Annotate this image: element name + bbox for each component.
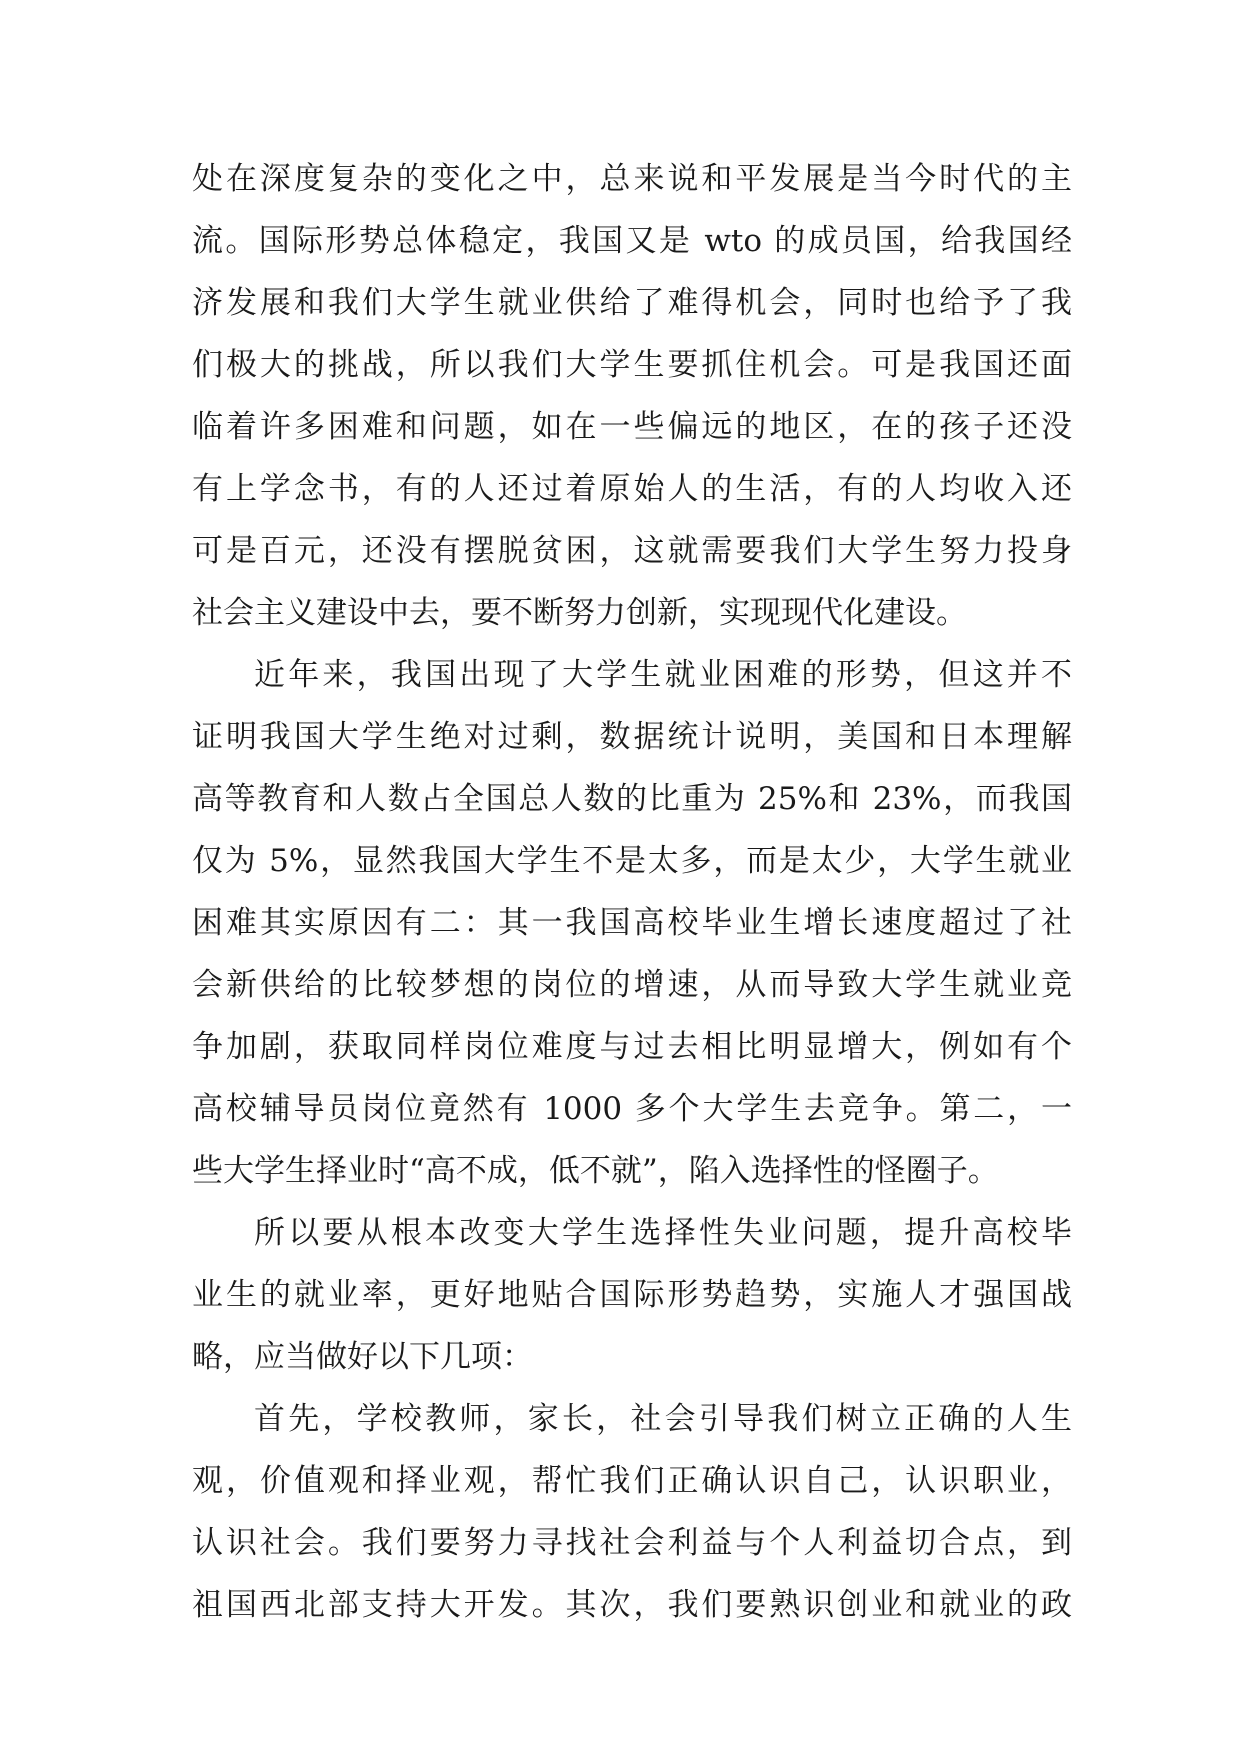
- text-line: 观，价值观和择业观，帮忙我们正确认识自己，认识职业，: [192, 1463, 1072, 1499]
- text-line: 高校辅导员岗位竟然有 1000 多个大学生去竞争。第二，一: [192, 1091, 1072, 1127]
- text-line: 仅为 5%，显然我国大学生不是太多，而是太少，大学生就业: [192, 843, 1072, 879]
- text-line: 处在深度复杂的变化之中，总来说和平发展是当今时代的主: [192, 161, 1072, 197]
- text-line: 流。国际形势总体稳定，我国又是 wto 的成员国，给我国经: [192, 223, 1072, 259]
- text-line: 略，应当做好以下几项：: [192, 1339, 533, 1375]
- text-line: 所以要从根本改变大学生选择性失业问题，提升高校毕: [254, 1215, 1072, 1251]
- text-line: 些大学生择业时“高不成，低不就”，陷入选择性的怪圈子。: [192, 1153, 999, 1189]
- text-line: 临着许多困难和问题，如在一些偏远的地区，在的孩子还没: [192, 409, 1072, 445]
- document-body: [192, 148, 1072, 1636]
- text-line: 认识社会。我们要努力寻找社会利益与个人利益切合点，到: [192, 1525, 1072, 1561]
- paragraph-4: [192, 1388, 1072, 1636]
- text-line: 高等教育和人数占全国总人数的比重为 25%和 23%，而我国: [192, 781, 1072, 817]
- text-line: 会新供给的比较梦想的岗位的增速，从而导致大学生就业竞: [192, 967, 1072, 1003]
- text-line: 证明我国大学生绝对过剩，数据统计说明，美国和日本理解: [192, 719, 1072, 755]
- paragraph-3: [192, 1202, 1072, 1388]
- text-line: 社会主义建设中去，要不断努力创新，实现现代化建设。: [192, 595, 967, 631]
- text-line: 可是百元，还没有摆脱贫困，这就需要我们大学生努力投身: [192, 533, 1072, 569]
- text-line: 们极大的挑战，所以我们大学生要抓住机会。可是我国还面: [192, 347, 1072, 383]
- paragraph-1: [192, 148, 1072, 644]
- text-line: 祖国西北部支持大开发。其次，我们要熟识创业和就业的政: [192, 1587, 1072, 1623]
- text-line: 业生的就业率，更好地贴合国际形势趋势，实施人才强国战: [192, 1277, 1072, 1313]
- text-line: 济发展和我们大学生就业供给了难得机会，同时也给予了我: [192, 285, 1072, 321]
- text-line: 近年来，我国出现了大学生就业困难的形势，但这并不: [254, 657, 1072, 693]
- text-line: 首先，学校教师，家长，社会引导我们树立正确的人生: [254, 1401, 1072, 1437]
- text-line: 困难其实原因有二：其一我国高校毕业生增长速度超过了社: [192, 905, 1072, 941]
- paragraph-2: [192, 644, 1072, 1202]
- text-line: 有上学念书，有的人还过着原始人的生活，有的人均收入还: [192, 471, 1072, 507]
- text-line: 争加剧，获取同样岗位难度与过去相比明显增大，例如有个: [192, 1029, 1072, 1065]
